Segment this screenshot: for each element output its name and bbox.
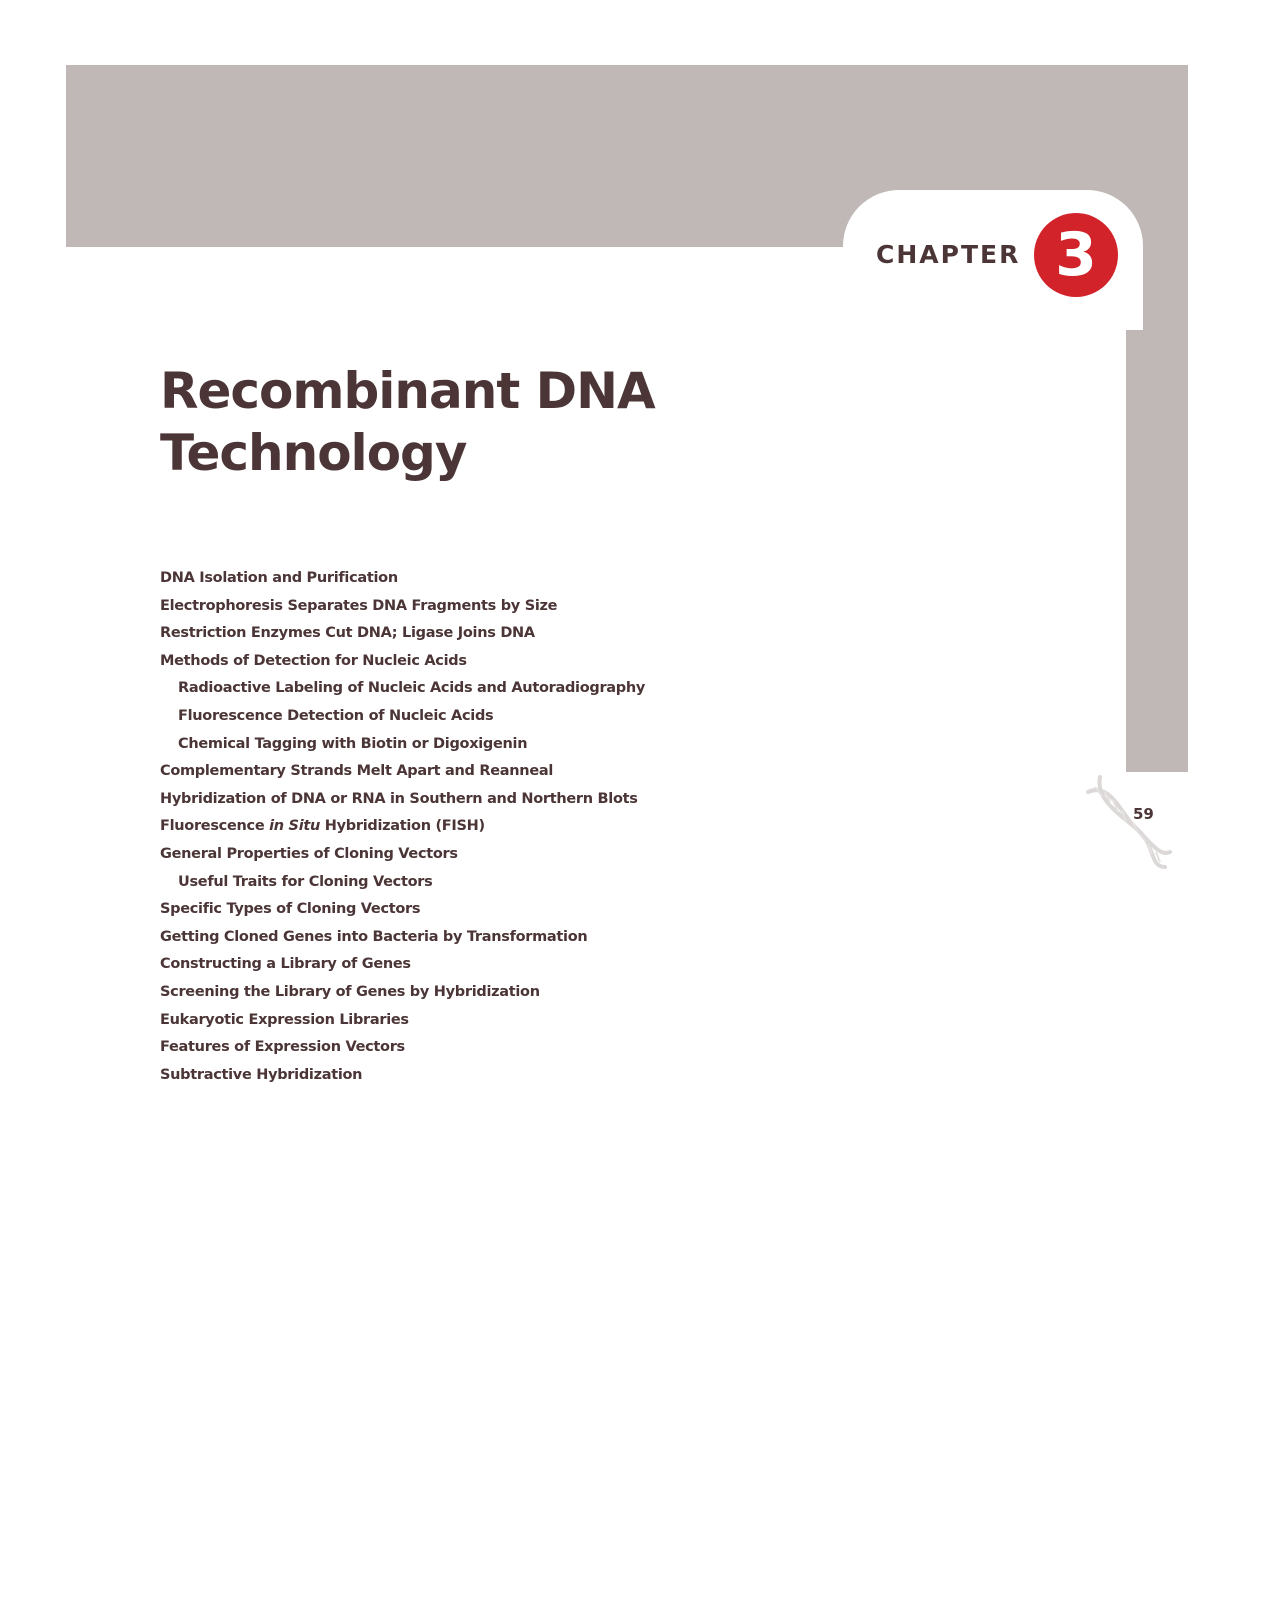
- chapter-title: [160, 360, 655, 484]
- page-number: 59: [1133, 805, 1154, 823]
- title-line-1: Recombinant DNA: [160, 362, 655, 420]
- toc-item: Constructing a Library of Genes: [160, 956, 411, 973]
- title-line-2: Technology: [160, 424, 467, 482]
- side-bar: [1126, 65, 1188, 772]
- chapter-label: CHAPTER: [876, 240, 1021, 269]
- toc-item: Hybridization of DNA or RNA in Southern and Northern Blots: [160, 790, 638, 807]
- toc-item: DNA Isolation and Purification: [160, 570, 398, 586]
- toc-item: Screening the Library of Genes by Hybridization: [160, 983, 540, 1000]
- toc-item: Specific Types of Cloning Vectors: [160, 901, 421, 918]
- toc-item: Chemical Tagging with Biotin or Digoxigenin: [178, 735, 528, 752]
- toc-item: General Properties of Cloning Vectors: [160, 845, 458, 862]
- toc-item: Complementary Strands Melt Apart and Reanneal: [160, 763, 554, 780]
- dna-helix-icon: [1080, 772, 1175, 872]
- toc-item: Features of Expression Vectors: [160, 1039, 405, 1056]
- toc-item: Subtractive Hybridization: [160, 1066, 363, 1083]
- table-of-contents: [160, 567, 645, 1091]
- toc-item: Getting Cloned Genes into Bacteria by Transformation: [160, 928, 588, 945]
- toc-item: Useful Traits for Cloning Vectors: [178, 873, 433, 890]
- toc-item: Methods of Detection for Nucleic Acids: [160, 652, 467, 669]
- toc-item: Electrophoresis Separates DNA Fragments by Size: [160, 597, 558, 614]
- toc-item: Fluorescence Detection of Nucleic Acids: [178, 707, 494, 724]
- toc-item: Radioactive Labeling of Nucleic Acids and Autoradiography: [178, 680, 646, 697]
- toc-item: Restriction Enzymes Cut DNA; Ligase Joins DNA: [160, 625, 535, 642]
- toc-item: Eukaryotic Expression Libraries: [160, 1011, 409, 1028]
- toc-item: Fluorescence in Situ Hybridization (FISH): [160, 818, 485, 835]
- chapter-number-badge: 3: [1034, 213, 1118, 297]
